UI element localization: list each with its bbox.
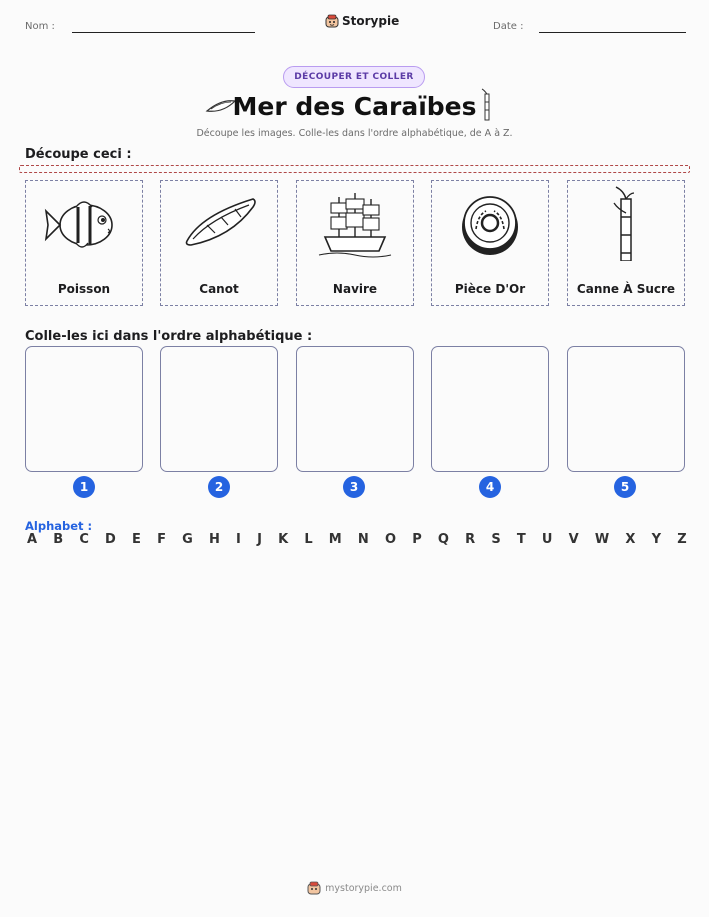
canoe-icon [161,185,277,261]
alphabet-letter: L [304,532,313,547]
alphabet-letter: A [27,532,38,547]
alphabet-letter: W [594,532,610,547]
sugarcane-icon [568,185,684,261]
gold-coin-icon [432,185,548,261]
brand-logo [325,14,399,28]
slot-number-badge: 5 [614,476,636,498]
alphabet-letter: O [384,532,397,547]
alphabet-letter: E [132,532,141,547]
alphabet-letter: I [236,532,241,547]
paste-heading: Colle-les ici dans l'ordre alphabétique : [25,329,313,344]
alphabet-letter: U [541,532,553,547]
cut-line [19,165,690,173]
cut-card-canot[interactable] [160,180,278,306]
alphabet-letter: N [357,532,369,547]
alphabet-letter: G [182,532,193,547]
footer [0,881,709,895]
alphabet-letter: M [328,532,342,547]
storypie-mascot-icon [325,14,339,28]
alphabet-letter: H [208,532,220,547]
paste-slot-5[interactable] [567,346,685,472]
alphabet-letter: C [79,532,89,547]
card-label: Navire [332,282,378,296]
cut-heading: Découpe ceci : [25,147,132,162]
card-label: Poisson [57,282,111,296]
activity-badge: DÉCOUPER ET COLLER [283,66,425,88]
alphabet-letter: X [625,532,636,547]
alphabet-letter: J [257,532,262,547]
instructions: Découpe les images. Colle-les dans l'ordre alphabétique, de A à Z. [196,128,513,139]
paste-slot-1[interactable] [25,346,143,472]
alphabet-letter: K [278,532,289,547]
storypie-mascot-icon [307,881,321,895]
date-line [539,32,686,33]
page-title: Mer des Caraïbes [232,92,477,121]
ship-icon [297,185,413,261]
cut-card-navire[interactable] [296,180,414,306]
alphabet-letter: P [412,532,422,547]
alphabet-letter: V [568,532,579,547]
fish-icon [26,185,142,261]
alphabet-letter: Q [437,532,449,547]
cut-card-piece-d-or[interactable] [431,180,549,306]
alphabet-letter: T [516,532,526,547]
slot-number-badge: 4 [479,476,501,498]
alphabet-letter: D [105,532,116,547]
paste-slot-4[interactable] [431,346,549,472]
alphabet-letter: Z [677,532,687,547]
alphabet-letter: S [491,532,501,547]
cut-card-poisson[interactable] [25,180,143,306]
date-label: Date : [493,21,524,32]
alphabet-heading: Alphabet : [25,519,93,533]
footer-site: mystorypie.com [325,882,402,894]
card-label: Canne À Sucre [576,282,676,296]
alphabet-row [27,532,687,547]
card-label: Canot [199,282,239,296]
alphabet-letter: F [157,532,166,547]
alphabet-letter: R [465,532,476,547]
paste-slot-2[interactable] [160,346,278,472]
sugarcane-title-icon [480,88,494,122]
brand-name: Storypie [342,14,400,28]
slot-number-badge: 3 [343,476,365,498]
alphabet-letter: Y [651,532,662,547]
card-label: Pièce D'Or [454,282,526,296]
cut-card-canne-a-sucre[interactable] [567,180,685,306]
slot-number-badge: 2 [208,476,230,498]
name-line [72,32,255,33]
alphabet-letter: B [53,532,64,547]
paste-slot-3[interactable] [296,346,414,472]
name-label: Nom : [25,21,55,32]
slot-number-badge: 1 [73,476,95,498]
